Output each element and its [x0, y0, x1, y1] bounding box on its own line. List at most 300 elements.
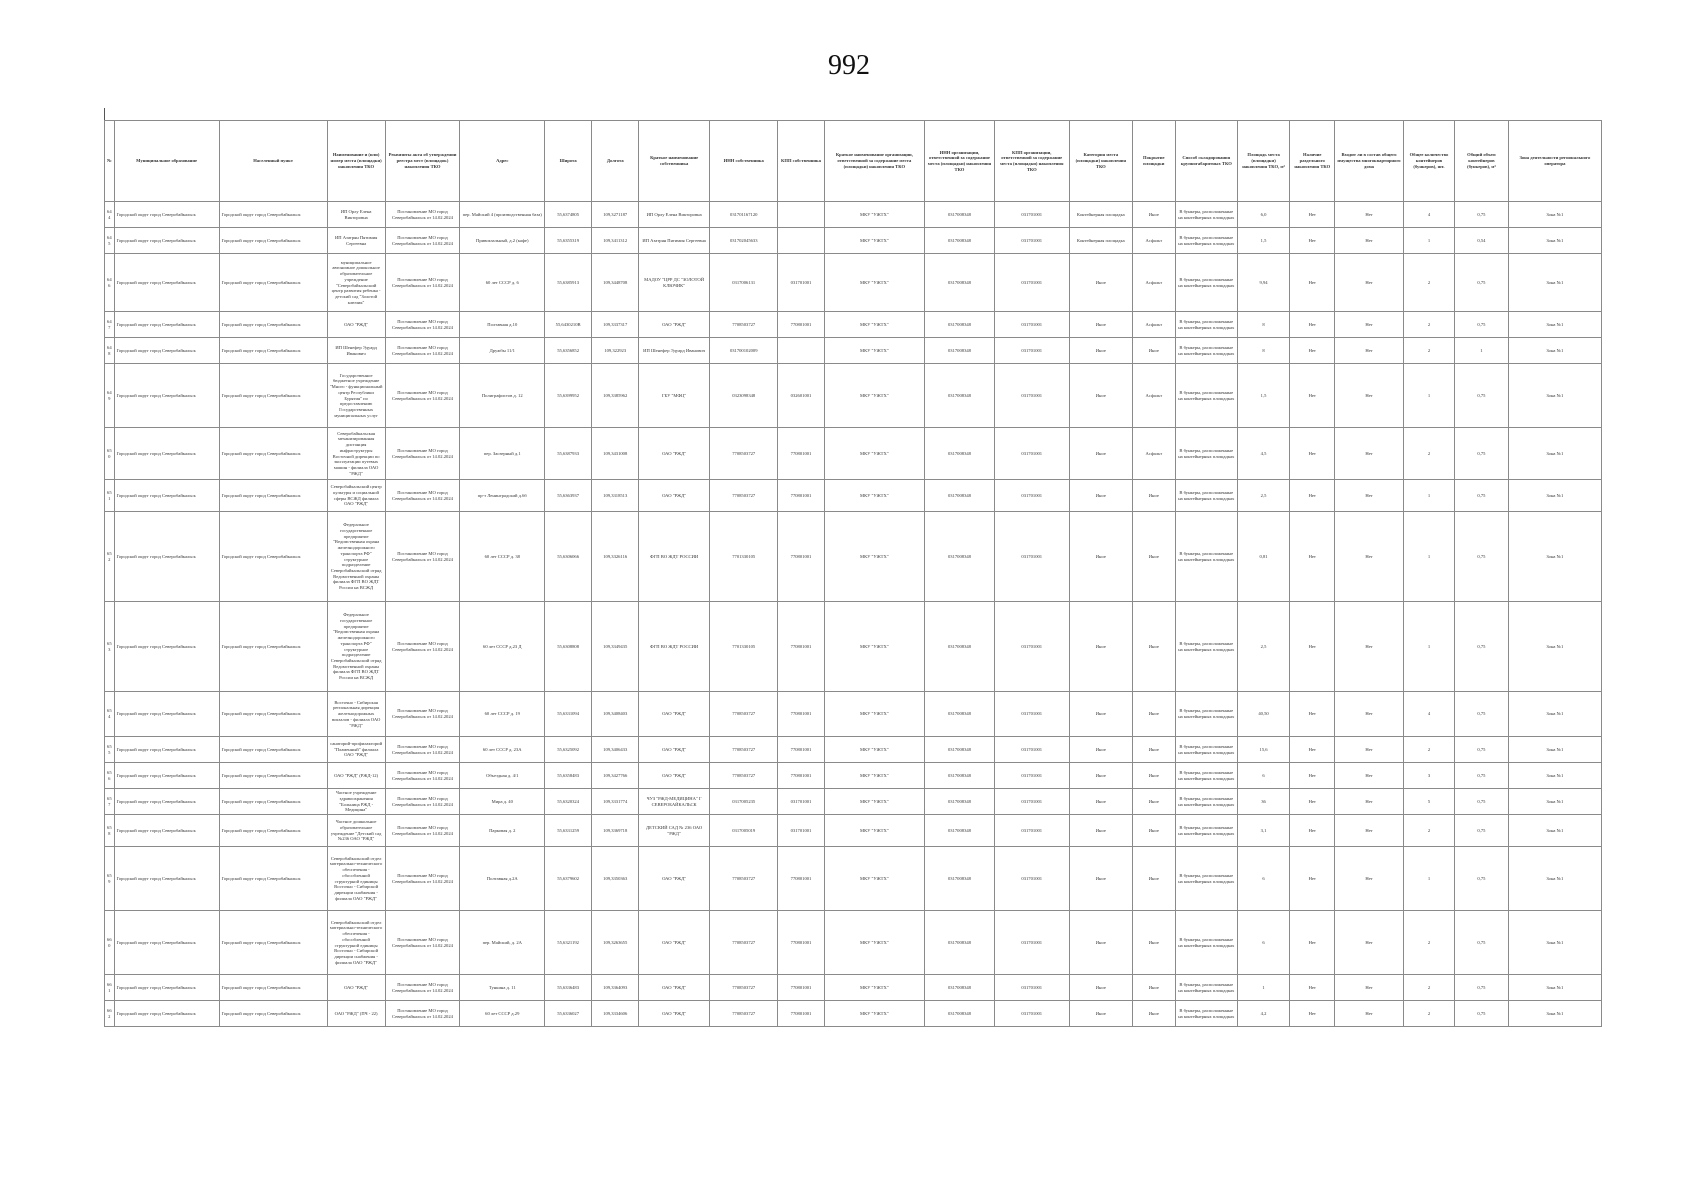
table-cell: МКУ "УЖТХ": [824, 815, 925, 847]
table-cell: Зона №1: [1508, 789, 1601, 815]
table-cell: Постановление МО город Северобайкальск от 14.02.2024: [385, 789, 460, 815]
table-cell: пер. Майский 4 (производственная база): [460, 202, 545, 228]
table-cell: 0317008348: [925, 228, 995, 254]
table-cell: Асфальт: [1132, 312, 1175, 338]
table-cell: 0,75: [1455, 254, 1509, 312]
table-cell: Городской округ город Северобайкальск: [219, 815, 327, 847]
table-cell: Постановление МО город Северобайкальск от 14.02.2024: [385, 202, 460, 228]
table-cell: Иное: [1069, 789, 1132, 815]
table-cell: Городской округ город Северобайкальск: [219, 480, 327, 512]
column-header: Муниципальное образование: [114, 121, 219, 202]
table-cell: 0317008348: [925, 1001, 995, 1027]
table-cell: Иное: [1132, 1001, 1175, 1027]
table-cell: 031701001: [994, 602, 1069, 692]
table-cell: Городской округ город Северобайкальск: [219, 202, 327, 228]
table-cell: 55,6374805: [545, 202, 592, 228]
table-cell: МКУ "УЖТХ": [824, 312, 925, 338]
table-cell: 0317008348: [925, 815, 995, 847]
table-cell: В бункеры, расположенные на контейнерных площадках: [1175, 602, 1237, 692]
table-cell: 55,6363937: [545, 480, 592, 512]
table-cell: Городской округ город Северобайкальск: [219, 338, 327, 364]
table-cell: 031701001: [994, 1001, 1069, 1027]
table-cell: Постановление МО город Северобайкальск от 14.02.2024: [385, 763, 460, 789]
table-cell: 0317008348: [925, 911, 995, 975]
table-cell: 6,0: [1237, 202, 1289, 228]
table-cell: 0,75: [1455, 692, 1509, 737]
table-cell: 031701001: [994, 737, 1069, 763]
table-cell: Постановление МО город Северобайкальск от 14.02.2024: [385, 975, 460, 1001]
table-cell: Постановление МО город Северобайкальск от 14.02.2024: [385, 364, 460, 428]
table-cell: 770801001: [778, 428, 824, 480]
table-cell: Иное: [1132, 737, 1175, 763]
table-cell: 031701001: [994, 847, 1069, 911]
table-cell: В бункеры, расположенные на контейнерных площадках: [1175, 911, 1237, 975]
table-cell: Зона №1: [1508, 602, 1601, 692]
table-cell: Нет: [1290, 1001, 1335, 1027]
table-cell: Зона №1: [1508, 975, 1601, 1001]
table-cell: Зона №1: [1508, 911, 1601, 975]
table-cell: Зона №1: [1508, 847, 1601, 911]
table-cell: Городской округ город Северобайкальск: [219, 428, 327, 480]
table-cell: Нет: [1290, 254, 1335, 312]
table-cell: ОАО "РЖД": [639, 911, 710, 975]
margin-line: [104, 108, 105, 120]
table-row: [105, 338, 1602, 364]
table-cell: ФГП ВО ЖДТ РОССИИ: [639, 512, 710, 602]
table-cell: Постановление МО город Северобайкальск от 14.02.2024: [385, 815, 460, 847]
table-cell: ОАО "РЖД": [639, 428, 710, 480]
table-cell: 0317008348: [925, 737, 995, 763]
table-cell: ОАО "РЖД": [327, 975, 385, 1001]
table-cell: 770801001: [778, 1001, 824, 1027]
table-cell: В бункеры, расположенные на контейнерных площадках: [1175, 789, 1237, 815]
table-cell: 031701001: [994, 254, 1069, 312]
table-cell: Иное: [1069, 692, 1132, 737]
table-cell: В бункеры, расположенные на контейнерных площадках: [1175, 202, 1237, 228]
table-cell: Нет: [1290, 737, 1335, 763]
table-cell: В бункеры, расположенные на контейнерных площадках: [1175, 254, 1237, 312]
table-cell: 7708503727: [709, 428, 778, 480]
table-cell: 109,3331774: [592, 789, 639, 815]
table-cell: В бункеры, расположенные на контейнерных площадках: [1175, 815, 1237, 847]
table-cell: 7708503727: [709, 480, 778, 512]
table-cell: Асфальт: [1132, 428, 1175, 480]
table-row: [105, 480, 1602, 512]
table-cell: 109,322923: [592, 338, 639, 364]
column-header: №: [105, 121, 115, 202]
table-cell: Нет: [1290, 975, 1335, 1001]
table-cell: ДЕТСКИЙ САД № 236 ОАО "РЖД": [639, 815, 710, 847]
table-cell: Северобайкальский отдел материально-технического обеспечения - обособленной структурной единицы Восточно - Сибирской дирекции снабжения - филиала ОАО "РЖД": [327, 911, 385, 975]
table-cell: 7708503727: [709, 692, 778, 737]
column-header: Адрес: [460, 121, 545, 202]
table-cell: 0317008348: [925, 338, 995, 364]
table-row: [105, 602, 1602, 692]
table-cell: 0317008348: [925, 428, 995, 480]
table-cell: Иное: [1132, 815, 1175, 847]
table-cell: ИП Орлу Елена Викторовна: [327, 202, 385, 228]
table-cell: муниципальное автономное дошкольное образовательное учреждение "Северобайкальский центр развития ребенка - детский сад "Золотой ключик": [327, 254, 385, 312]
table-cell: 109,3385962: [592, 364, 639, 428]
table-cell: Нет: [1335, 789, 1404, 815]
table-cell: Зона №1: [1508, 428, 1601, 480]
table-cell: Зона №1: [1508, 1001, 1601, 1027]
table-cell: Зона №1: [1508, 202, 1601, 228]
table-cell: санаторий-профилакторий "Пламенный" филиала ОАО "РЖД": [327, 737, 385, 763]
table-cell: 0,75: [1455, 202, 1509, 228]
table-cell: Нет: [1335, 364, 1404, 428]
table-cell: 109,3350363: [592, 847, 639, 911]
table-cell: ИП Шенефер Эдуард Иванович: [327, 338, 385, 364]
table-cell: 0,75: [1455, 364, 1509, 428]
table-cell: Городской округ город Северобайкальск: [114, 254, 219, 312]
table-cell: 031700102009: [709, 338, 778, 364]
table-cell: В бункеры, расположенные на контейнерных площадках: [1175, 692, 1237, 737]
table-row: [105, 847, 1602, 911]
table-cell: Городской округ город Северобайкальск: [114, 312, 219, 338]
table-cell: 031701001: [994, 312, 1069, 338]
table-cell: Нет: [1335, 312, 1404, 338]
table-cell: Постановление МО город Северобайкальск от 14.02.2024: [385, 692, 460, 737]
table-cell: 031701001: [994, 975, 1069, 1001]
column-header: Зона деятельности регионального оператора: [1508, 121, 1601, 202]
table-cell: Иное: [1069, 847, 1132, 911]
table-cell: 55,6355319: [545, 228, 592, 254]
table-cell: 1: [1455, 338, 1509, 364]
table-cell: 0317008348: [925, 975, 995, 1001]
table-cell: 109,3411312: [592, 228, 639, 254]
table-row: [105, 202, 1602, 228]
table-cell: Полтавная д.10: [460, 312, 545, 338]
table-cell: В бункеры, расположенные на контейнерных площадках: [1175, 228, 1237, 254]
table-cell: 0317006131: [709, 254, 778, 312]
table-cell: 2: [1403, 815, 1454, 847]
table-cell: Городской округ город Северобайкальск: [219, 737, 327, 763]
table-cell: Нет: [1290, 602, 1335, 692]
table-cell: Частное дошкольное образовательное учреждение "Детский сад №236 ОАО "РЖД": [327, 815, 385, 847]
table-cell: 0,75: [1455, 512, 1509, 602]
table-cell: 60 лет СССР д. 23А: [460, 737, 545, 763]
table-cell: 2,5: [1237, 480, 1289, 512]
table-cell: 55,6430210В: [545, 312, 592, 338]
table-cell: Постановление МО город Северобайкальск от 14.02.2024: [385, 228, 460, 254]
table-cell: 1: [1403, 847, 1454, 911]
table-cell: 7708503727: [709, 975, 778, 1001]
table-cell: 656: [105, 763, 115, 789]
table-cell: Нет: [1335, 1001, 1404, 1027]
table-cell: Государственное бюджетное учреждение "Много - функциональный центр Республики Бурятия" по предоставлению Государственных муниципальных услуг: [327, 364, 385, 428]
table-cell: Городской округ город Северобайкальск: [219, 512, 327, 602]
table-cell: 0,75: [1455, 602, 1509, 692]
table-cell: Городской округ город Северобайкальск: [219, 789, 327, 815]
table-cell: 770801001: [778, 512, 824, 602]
table-cell: 1: [1403, 364, 1454, 428]
table-cell: Полтавная д.2А: [460, 847, 545, 911]
table-cell: Зона №1: [1508, 737, 1601, 763]
table-cell: 031701001: [994, 692, 1069, 737]
table-cell: 109,3349435: [592, 602, 639, 692]
table-cell: Постановление МО город Северобайкальск от 14.02.2024: [385, 254, 460, 312]
table-cell: ИП Орлу Елена Викторовна: [639, 202, 710, 228]
column-header: Долгота: [592, 121, 639, 202]
table-cell: Городской округ город Северобайкальск: [219, 847, 327, 911]
table-cell: 031701001: [778, 789, 824, 815]
table-cell: Нет: [1335, 338, 1404, 364]
table-cell: 15,6: [1237, 737, 1289, 763]
table-cell: 770801001: [778, 737, 824, 763]
table-cell: МКУ "УЖТХ": [824, 254, 925, 312]
table-cell: Иное: [1069, 815, 1132, 847]
table-cell: 5: [1403, 789, 1454, 815]
table-cell: Нет: [1335, 512, 1404, 602]
table-cell: Нет: [1335, 763, 1404, 789]
table-cell: ИП Азатрян Пятимия Сергеевна: [327, 228, 385, 254]
table-cell: Иное: [1069, 1001, 1132, 1027]
table-cell: В бункеры, расположенные на контейнерных площадках: [1175, 975, 1237, 1001]
table-cell: 0317008348: [925, 847, 995, 911]
table-cell: Городской округ город Северобайкальск: [114, 602, 219, 692]
column-header: Входит ли в состав общего имущества многоквартирного дома: [1335, 121, 1404, 202]
table-cell: Частное учреждение здравоохранения "Больница РЖД - Медицина": [327, 789, 385, 815]
table-cell: Асфальт: [1132, 228, 1175, 254]
table-cell: 770801001: [778, 480, 824, 512]
column-header: Краткое наименование организации, ответственной за содержание места (площадки) накопления ТКО: [824, 121, 925, 202]
table-cell: 662: [105, 1001, 115, 1027]
table-cell: Городской округ город Северобайкальск: [219, 975, 327, 1001]
table-cell: Иное: [1132, 911, 1175, 975]
table-cell: Городской округ город Северобайкальск: [114, 692, 219, 737]
waste-sites-registry-table: [104, 120, 1602, 1027]
table-cell: Городской округ город Северобайкальск: [114, 364, 219, 428]
table-cell: 0317008348: [925, 480, 995, 512]
table-cell: Иное: [1132, 512, 1175, 602]
table-cell: Нет: [1290, 847, 1335, 911]
table-cell: 55,6325092: [545, 737, 592, 763]
table-cell: Иное: [1132, 763, 1175, 789]
table-cell: Городской округ город Северобайкальск: [114, 911, 219, 975]
table-cell: 0317008348: [925, 692, 995, 737]
table-cell: МКУ "УЖТХ": [824, 789, 925, 815]
table-cell: МКУ "УЖТХ": [824, 480, 925, 512]
table-cell: 7708503727: [709, 847, 778, 911]
table-cell: Асфальт: [1132, 254, 1175, 312]
table-cell: [778, 338, 824, 364]
table-cell: 770801001: [778, 602, 824, 692]
table-cell: 650: [105, 428, 115, 480]
table-cell: ЧУЗ "РЖД-МЕДИЦИНА" Г СЕВЕРОБАЙКАЛЬСК: [639, 789, 710, 815]
column-header: Способ складирования крупногабаритных ТКО: [1175, 121, 1237, 202]
table-cell: Объездная д. 4/1: [460, 763, 545, 789]
table-cell: 55,6336027: [545, 1001, 592, 1027]
table-cell: Иное: [1132, 692, 1175, 737]
table-cell: 3: [1403, 763, 1454, 789]
table-cell: 031701001: [994, 428, 1069, 480]
table-cell: 55,6399952: [545, 364, 592, 428]
table-cell: 0,75: [1455, 312, 1509, 338]
table-cell: 2: [1403, 254, 1454, 312]
table-cell: 6: [1237, 763, 1289, 789]
table-cell: 0,75: [1455, 815, 1509, 847]
table-row: [105, 428, 1602, 480]
table-cell: 031701001: [994, 480, 1069, 512]
table-cell: 0317008348: [925, 364, 995, 428]
table-cell: 109,3334606: [592, 1001, 639, 1027]
table-cell: Иное: [1132, 975, 1175, 1001]
table-cell: 657: [105, 789, 115, 815]
table-cell: ФГП ВО ЖДТ РОССИИ: [639, 602, 710, 692]
column-header: Наименование и (или) номер места (площадки) накопления ТКО: [327, 121, 385, 202]
table-cell: 0,75: [1455, 428, 1509, 480]
table-cell: 40,50: [1237, 692, 1289, 737]
table-cell: Нет: [1335, 975, 1404, 1001]
table-cell: Нет: [1335, 254, 1404, 312]
table-cell: 031701167120: [709, 202, 778, 228]
table-row: [105, 228, 1602, 254]
table-cell: Иное: [1069, 312, 1132, 338]
table-cell: 032601001: [778, 364, 824, 428]
table-cell: Нет: [1335, 480, 1404, 512]
table-cell: ОАО "РЖД": [639, 692, 710, 737]
table-cell: 031701001: [994, 202, 1069, 228]
table-cell: ОАО "РЖД": [639, 847, 710, 911]
table-cell: Городской округ город Северобайкальск: [114, 480, 219, 512]
table-row: [105, 512, 1602, 602]
table-cell: Городской округ город Северобайкальск: [114, 428, 219, 480]
table-cell: 031701001: [994, 512, 1069, 602]
table-cell: Иное: [1132, 202, 1175, 228]
table-cell: Постановление МО город Северобайкальск от 14.02.2024: [385, 847, 460, 911]
column-header: Покрытие площадки: [1132, 121, 1175, 202]
column-header: Широта: [545, 121, 592, 202]
table-cell: 7701330105: [709, 602, 778, 692]
table-cell: 4: [1403, 202, 1454, 228]
table-cell: 031701001: [994, 228, 1069, 254]
table-cell: МАДОУ "ЦРР ДС "ЗОЛОТОЙ КЛЮЧИК": [639, 254, 710, 312]
table-cell: 1: [1403, 228, 1454, 254]
table-cell: Иное: [1069, 602, 1132, 692]
table-cell: 653: [105, 602, 115, 692]
table-cell: Городской округ город Северобайкальск: [219, 911, 327, 975]
table-cell: Дружбы 11/1: [460, 338, 545, 364]
table-cell: 7708503727: [709, 312, 778, 338]
table-cell: 770801001: [778, 692, 824, 737]
table-cell: Постановление МО город Северобайкальск от 14.02.2024: [385, 737, 460, 763]
table-cell: Нет: [1290, 911, 1335, 975]
table-cell: Иное: [1132, 847, 1175, 911]
table-cell: В бункеры, расположенные на контейнерных площадках: [1175, 847, 1237, 911]
table-cell: МКУ "УЖТХ": [824, 364, 925, 428]
table-cell: МКУ "УЖТХ": [824, 338, 925, 364]
table-cell: 109,3326116: [592, 512, 639, 602]
table-cell: Постановление МО город Северобайкальск от 14.02.2024: [385, 480, 460, 512]
table-cell: 109,3406433: [592, 737, 639, 763]
table-cell: Нет: [1290, 763, 1335, 789]
table-cell: 2: [1403, 428, 1454, 480]
table-cell: 031701001: [778, 815, 824, 847]
table-cell: Иное: [1069, 480, 1132, 512]
table-cell: 031701001: [994, 338, 1069, 364]
table-cell: [778, 202, 824, 228]
table-cell: Постановление МО город Северобайкальск от 14.02.2024: [385, 911, 460, 975]
table-cell: 7701330105: [709, 512, 778, 602]
table-cell: 0317008348: [925, 789, 995, 815]
column-header: КПП собственника: [778, 121, 824, 202]
table-cell: Асфальт: [1132, 364, 1175, 428]
table-row: [105, 815, 1602, 847]
table-cell: 0,75: [1455, 975, 1509, 1001]
table-cell: МКУ "УЖТХ": [824, 975, 925, 1001]
table-cell: 7708503727: [709, 763, 778, 789]
table-cell: Мира д. 40: [460, 789, 545, 815]
table-row: [105, 692, 1602, 737]
table-cell: 031701001: [994, 763, 1069, 789]
table-cell: 2: [1403, 1001, 1454, 1027]
table-cell: 770801001: [778, 763, 824, 789]
table-cell: 649: [105, 364, 115, 428]
table-cell: 0,75: [1455, 763, 1509, 789]
table-cell: 2: [1403, 975, 1454, 1001]
table-cell: 2,5: [1237, 602, 1289, 692]
table-cell: [778, 228, 824, 254]
table-cell: 109,3431008: [592, 428, 639, 480]
table-cell: 0317005235: [709, 789, 778, 815]
table-cell: Зона №1: [1508, 364, 1601, 428]
table-cell: Федеральное государственное предприятие "Ведомственная охрана железнодорожного транспорта РФ" структурное подразделение Северобайкальский отряд Ведомственной охраны филиала ФГП ВО ЖДТ России на ВСЖД: [327, 512, 385, 602]
table-cell: Нет: [1290, 428, 1335, 480]
table-cell: Нет: [1290, 364, 1335, 428]
table-cell: 2: [1403, 911, 1454, 975]
table-cell: 4,5: [1237, 428, 1289, 480]
table-cell: Федеральное государственное предприятие "Ведомственная охрана железнодорожного транспорта РФ" структурное подразделение Северобайкальский отряд Ведомственной охраны филиала ФГП ВО ЖДТ России на ВСЖД: [327, 602, 385, 692]
table-cell: 0317008348: [925, 254, 995, 312]
table-cell: 109,3364093: [592, 975, 639, 1001]
table-cell: 658: [105, 815, 115, 847]
table-cell: 770801001: [778, 312, 824, 338]
column-header: ИНН организации, ответственной за содержание места (площадки) накопления ТКО: [925, 121, 995, 202]
table-cell: пер. Майский, д. 2А: [460, 911, 545, 975]
table-cell: Городской округ город Северобайкальск: [219, 1001, 327, 1027]
table-cell: Нет: [1335, 847, 1404, 911]
table-cell: Зона №1: [1508, 815, 1601, 847]
table-cell: 0317008348: [925, 512, 995, 602]
table-cell: 770801001: [778, 911, 824, 975]
table-cell: 55,6356852: [545, 338, 592, 364]
table-cell: 0,75: [1455, 480, 1509, 512]
table-cell: Северобайкальский отдел материально-технического обеспечения - обособленной структурной единицы Восточно - Сибирской дирекции снабжения - филиала ОАО "РЖД": [327, 847, 385, 911]
table-cell: Постановление МО город Северобайкальск от 14.02.2024: [385, 312, 460, 338]
table-cell: 1: [1403, 480, 1454, 512]
table-cell: Северобайкальская механизированная дистанция инфраструктуры Восточной дирекции по эксплуатации путевых машин - филиала ОАО "РЖД": [327, 428, 385, 480]
table-cell: В бункеры, расположенные на контейнерных площадках: [1175, 480, 1237, 512]
table-cell: 659: [105, 847, 115, 911]
table-cell: 4,2: [1237, 1001, 1289, 1027]
table-cell: Нет: [1335, 428, 1404, 480]
table-cell: 109,3337317: [592, 312, 639, 338]
table-cell: Городской округ город Северобайкальск: [219, 692, 327, 737]
table-cell: Иное: [1132, 338, 1175, 364]
table-cell: 651: [105, 480, 115, 512]
table-cell: В бункеры, расположенные на контейнерных площадках: [1175, 428, 1237, 480]
table-cell: ОАО "РЖД": [639, 480, 710, 512]
table-cell: 109,3448708: [592, 254, 639, 312]
table-cell: 55,6331259: [545, 815, 592, 847]
table-cell: Постановление МО город Северобайкальск от 14.02.2024: [385, 338, 460, 364]
table-cell: Зона №1: [1508, 254, 1601, 312]
table-cell: 0317008348: [925, 602, 995, 692]
table-cell: 0317008348: [925, 312, 995, 338]
table-cell: Городской округ город Северобайкальск: [219, 602, 327, 692]
table-cell: 55,6306066: [545, 512, 592, 602]
